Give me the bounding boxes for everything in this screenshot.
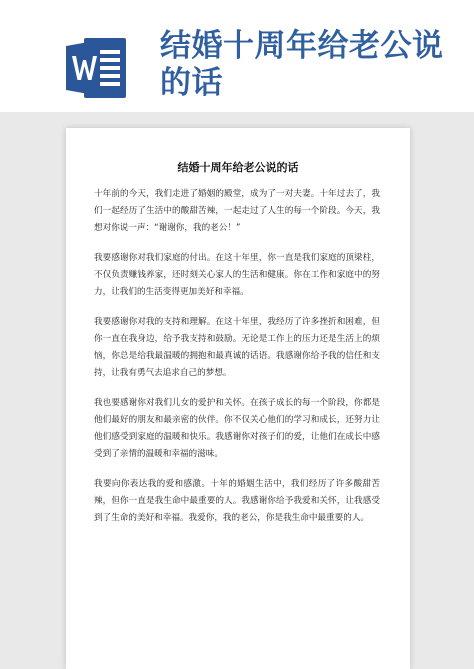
- document-page: [66, 128, 410, 669]
- paragraph-1: 十年前的今天，我们走进了婚姻的殿堂，成为了一对夫妻。十年过去了，我们一起经历了生活中的酸甜苦辣，一起走过了人生的每一个阶段。今天，我想对你说一声：“谢谢你，我的老公！”: [94, 189, 380, 233]
- paragraph-4: 我也要感谢你对我们儿女的爱护和关怀。在孩子成长的每一个阶段，你都是他们最好的朋友和最亲密的伙伴。你不仅关心他们的学习和成长，还努力让他们感受到家庭的温暖和快乐。我感谢你对孩子们的爱，让他们在成长中感受到了亲情的温暖和幸福的滋味。: [94, 398, 380, 459]
- word-document-icon: [64, 36, 128, 100]
- paragraph-3: 我要感谢你对我的支持和理解。在这十年里，我经历了许多挫折和困难，但你一直在我身边，给予我支持和鼓励。无论是工作上的压力还是生活上的烦恼，你总是给我最温暖的拥抱和最真诚的话语。我感谢你给予我的信任和支持，让我有勇气去追求自己的梦想。: [94, 317, 380, 378]
- banner-header: [0, 0, 474, 110]
- paragraph-2: 我要感谢你对我们家庭的付出。在这十年里，你一直是我们家庭的顶梁柱，不仅负责赚钱养家，还时刻关心家人的生活和健康。你在工作和家庭中的努力，让我们的生活变得更加美好和幸福。: [94, 253, 380, 297]
- document-body: [94, 186, 380, 540]
- banner-title: 结婚十周年给老公说的话: [160, 28, 444, 101]
- paragraph-5: 我要向你表达我的爱和感激。十年的婚姻生活中，我们经历了许多酸甜苦辣，但你一直是我生命中最重要的人。我感谢你给予我爱和关怀，让我感受到了生命的美好和幸福。我爱你，我的老公，你是我生命中最重要的人。: [94, 479, 380, 523]
- document-title: 结婚十周年给老公说的话: [177, 161, 299, 174]
